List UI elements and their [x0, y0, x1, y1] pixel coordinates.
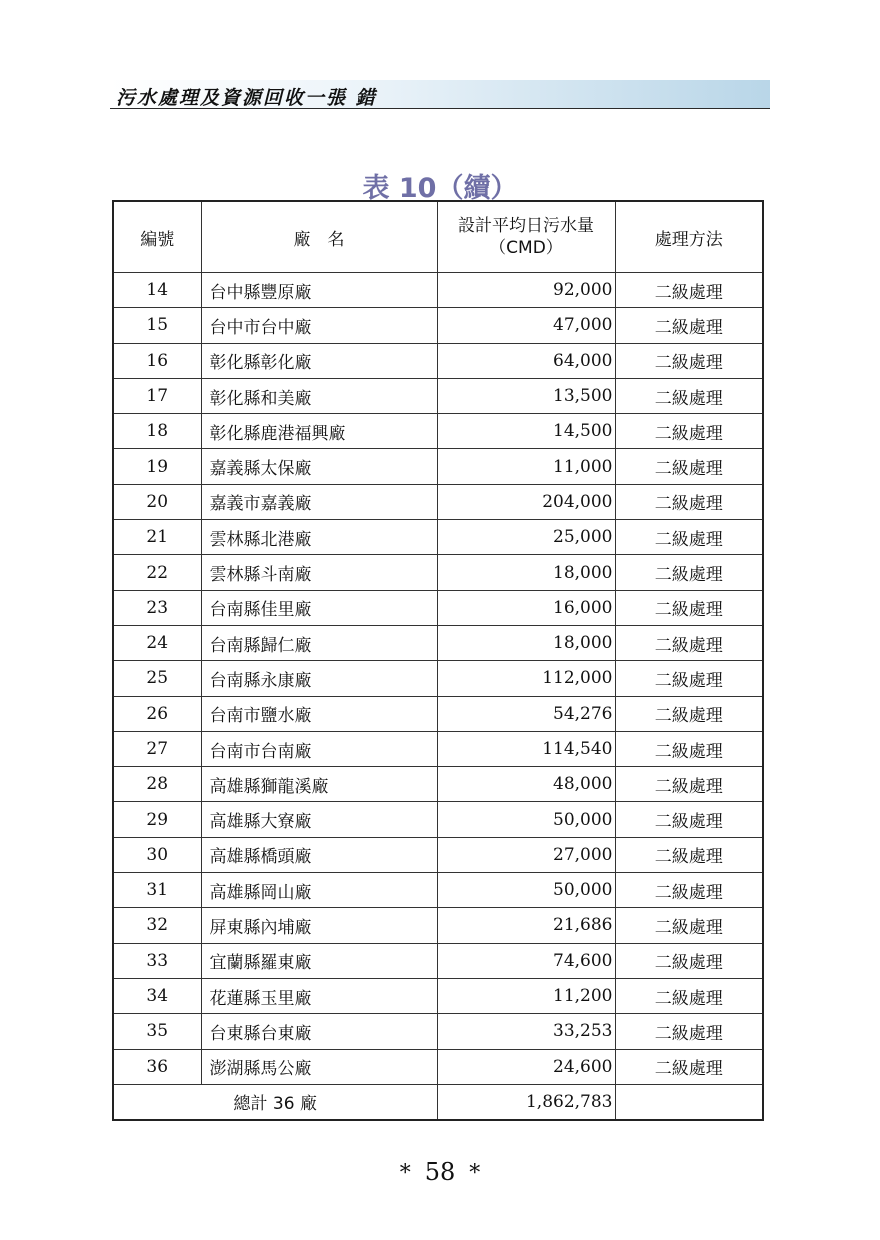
- cell-name: 彰化縣和美廠: [201, 378, 437, 413]
- cell-name: 高雄縣岡山廠: [201, 873, 437, 908]
- cell-name: 台南縣永康廠: [201, 661, 437, 696]
- cell-method: 二級處理: [615, 1014, 763, 1049]
- cell-id: 19: [113, 449, 201, 484]
- cell-method: 二級處理: [615, 837, 763, 872]
- cell-id: 24: [113, 625, 201, 660]
- cell-method: 二級處理: [615, 308, 763, 343]
- cell-capacity: 14,500: [437, 414, 615, 449]
- cell-id: 34: [113, 978, 201, 1013]
- running-header-title: 污水處理及資源回收一張 錯: [116, 87, 377, 109]
- table-row: [113, 767, 763, 802]
- cell-id: 15: [113, 308, 201, 343]
- cell-method: 二級處理: [615, 625, 763, 660]
- cell-capacity: 112,000: [437, 661, 615, 696]
- cell-id: 26: [113, 696, 201, 731]
- cell-capacity: 27,000: [437, 837, 615, 872]
- cell-name: 台南縣歸仁廠: [201, 625, 437, 660]
- cell-capacity: 114,540: [437, 731, 615, 766]
- total-capacity: 1,862,783: [437, 1084, 615, 1120]
- table-row: [113, 555, 763, 590]
- cell-name: 彰化縣彰化廠: [201, 343, 437, 378]
- cell-id: 20: [113, 484, 201, 519]
- cell-id: 27: [113, 731, 201, 766]
- cell-capacity: 54,276: [437, 696, 615, 731]
- cell-id: 22: [113, 555, 201, 590]
- cell-capacity: 25,000: [437, 520, 615, 555]
- cell-method: 二級處理: [615, 484, 763, 519]
- table-row: [113, 661, 763, 696]
- cell-name: 雲林縣北港廠: [201, 520, 437, 555]
- cell-id: 29: [113, 802, 201, 837]
- cell-method: 二級處理: [615, 1049, 763, 1084]
- cell-capacity: 13,500: [437, 378, 615, 413]
- cell-name: 宜蘭縣羅東廠: [201, 943, 437, 978]
- cell-capacity: 11,200: [437, 978, 615, 1013]
- column-header-capacity-line2: （CMD）: [489, 238, 563, 258]
- cell-capacity: 24,600: [437, 1049, 615, 1084]
- cell-id: 31: [113, 873, 201, 908]
- cell-name: 高雄縣橋頭廠: [201, 837, 437, 872]
- cell-id: 30: [113, 837, 201, 872]
- cell-capacity: 47,000: [437, 308, 615, 343]
- column-header-name: 廠 名: [201, 201, 437, 273]
- column-header-id: 編號: [113, 201, 201, 273]
- cell-method: 二級處理: [615, 378, 763, 413]
- cell-method: 二級處理: [615, 943, 763, 978]
- cell-capacity: 18,000: [437, 555, 615, 590]
- cell-name: 台中市台中廠: [201, 308, 437, 343]
- cell-name: 雲林縣斗南廠: [201, 555, 437, 590]
- page-footer: [0, 1158, 880, 1186]
- cell-capacity: 50,000: [437, 873, 615, 908]
- table-row: [113, 343, 763, 378]
- cell-capacity: 18,000: [437, 625, 615, 660]
- column-header-capacity: [437, 201, 615, 273]
- cell-method: 二級處理: [615, 520, 763, 555]
- cell-method: 二級處理: [615, 590, 763, 625]
- cell-method: 二級處理: [615, 414, 763, 449]
- table-row: [113, 1049, 763, 1084]
- cell-name: 彰化縣鹿港福興廠: [201, 414, 437, 449]
- cell-capacity: 16,000: [437, 590, 615, 625]
- table-row: [113, 978, 763, 1013]
- table-row: [113, 837, 763, 872]
- cell-capacity: 21,686: [437, 908, 615, 943]
- cell-id: 23: [113, 590, 201, 625]
- table-row: [113, 625, 763, 660]
- cell-method: 二級處理: [615, 661, 763, 696]
- cell-name: 高雄縣大寮廠: [201, 802, 437, 837]
- cell-name: 花蓮縣玉里廠: [201, 978, 437, 1013]
- table-row: [113, 273, 763, 308]
- cell-capacity: 33,253: [437, 1014, 615, 1049]
- table-row: [113, 590, 763, 625]
- table-row: [113, 414, 763, 449]
- column-header-method: 處理方法: [615, 201, 763, 273]
- cell-name: 澎湖縣馬公廠: [201, 1049, 437, 1084]
- table-row: [113, 308, 763, 343]
- total-label: 總計 36 廠: [113, 1084, 437, 1120]
- cell-method: 二級處理: [615, 767, 763, 802]
- table-row: [113, 802, 763, 837]
- cell-capacity: 11,000: [437, 449, 615, 484]
- cell-method: 二級處理: [615, 731, 763, 766]
- cell-method: 二級處理: [615, 555, 763, 590]
- page-number: 58: [424, 1158, 456, 1186]
- total-row: [113, 1084, 763, 1120]
- cell-method: 二級處理: [615, 449, 763, 484]
- table-row: [113, 1014, 763, 1049]
- cell-name: 屏東縣內埔廠: [201, 908, 437, 943]
- table-row: [113, 731, 763, 766]
- total-method: [615, 1084, 763, 1120]
- table-row: [113, 484, 763, 519]
- column-header-capacity-line1: 設計平均日污水量: [458, 216, 594, 236]
- cell-method: 二級處理: [615, 273, 763, 308]
- cell-capacity: 204,000: [437, 484, 615, 519]
- table-row: [113, 908, 763, 943]
- table-row: [113, 873, 763, 908]
- table-row: [113, 696, 763, 731]
- cell-name: 嘉義縣太保廠: [201, 449, 437, 484]
- cell-id: 36: [113, 1049, 201, 1084]
- cell-method: 二級處理: [615, 978, 763, 1013]
- cell-capacity: 50,000: [437, 802, 615, 837]
- cell-capacity: 48,000: [437, 767, 615, 802]
- plants-table: [112, 200, 764, 1121]
- cell-name: 台南市鹽水廠: [201, 696, 437, 731]
- table-row: [113, 520, 763, 555]
- cell-name: 嘉義市嘉義廠: [201, 484, 437, 519]
- cell-capacity: 74,600: [437, 943, 615, 978]
- cell-id: 17: [113, 378, 201, 413]
- cell-name: 台南縣佳里廠: [201, 590, 437, 625]
- table-row: [113, 943, 763, 978]
- table-header-row: [113, 201, 763, 273]
- cell-method: 二級處理: [615, 802, 763, 837]
- cell-capacity: 64,000: [437, 343, 615, 378]
- cell-method: 二級處理: [615, 873, 763, 908]
- cell-id: 16: [113, 343, 201, 378]
- star-left-icon: *: [399, 1161, 411, 1186]
- cell-name: 台南市台南廠: [201, 731, 437, 766]
- cell-method: 二級處理: [615, 696, 763, 731]
- cell-method: 二級處理: [615, 343, 763, 378]
- cell-name: 台中縣豐原廠: [201, 273, 437, 308]
- table-title: 表 10（續）: [362, 173, 518, 204]
- cell-id: 33: [113, 943, 201, 978]
- table-body: [113, 273, 763, 1085]
- cell-id: 32: [113, 908, 201, 943]
- table-row: [113, 378, 763, 413]
- cell-method: 二級處理: [615, 908, 763, 943]
- cell-id: 28: [113, 767, 201, 802]
- cell-capacity: 92,000: [437, 273, 615, 308]
- cell-id: 14: [113, 273, 201, 308]
- cell-name: 台東縣台東廠: [201, 1014, 437, 1049]
- cell-id: 21: [113, 520, 201, 555]
- cell-id: 18: [113, 414, 201, 449]
- cell-name: 高雄縣獅龍溪廠: [201, 767, 437, 802]
- cell-id: 25: [113, 661, 201, 696]
- cell-id: 35: [113, 1014, 201, 1049]
- table-row: [113, 449, 763, 484]
- star-right-icon: *: [469, 1161, 481, 1186]
